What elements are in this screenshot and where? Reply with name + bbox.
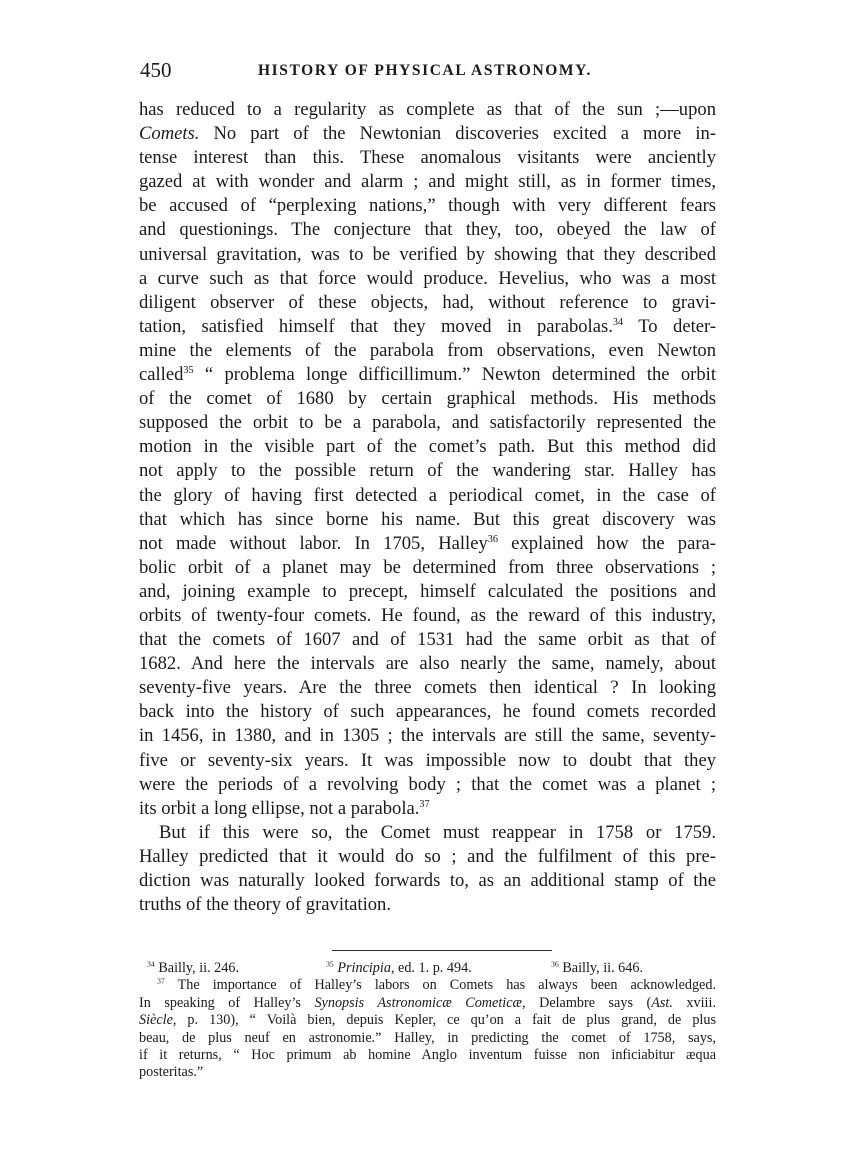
- text-line: mine the elements of the parabola from observations, even Newton: [139, 339, 716, 361]
- footnote-line: posteritas.”: [139, 1064, 204, 1081]
- footnote-divider: [332, 950, 552, 951]
- text-line: not made without labor. In 1705, Halley$^{36}$ explained how the para-: [139, 532, 716, 554]
- text-line: bolic orbit of a planet may be determined from three observations ;: [139, 556, 716, 578]
- text-line: not apply to the possible return of the wandering star. Halley has: [139, 460, 716, 482]
- text-line: of the comet of 1680 by certain graphical methods. His methods: [139, 388, 716, 410]
- text-line: orbits of twenty-four comets. He found, as the reward of this industry,: [139, 604, 716, 626]
- text-line: supposed the orbit to be a parabola, and satisfactorily represented the: [139, 412, 716, 434]
- footnote-ref: $^{36}$ Bailly, ii. 646.: [551, 959, 643, 976]
- text-line: gazed at with wonder and alarm ; and might still, as in former times,: [139, 171, 716, 193]
- text-line: Comets. No part of the Newtonian discoveries excited a more in-: [139, 123, 716, 145]
- running-head: [140, 58, 715, 84]
- text-line: back into the history of such appearances, he found comets recorded: [139, 701, 716, 723]
- footnote-line: In speaking of Halley’s Synopsis Astronomicæ Cometicæ, Delambre says (Ast. xviii.: [139, 994, 716, 1011]
- text-line: 1682. And here the intervals are also nearly the same, namely, about: [139, 653, 716, 675]
- text-line: the glory of having first detected a periodical comet, in the case of: [139, 484, 716, 506]
- text-line: tense interest than this. These anomalous visitants were anciently: [139, 147, 716, 169]
- footnote-ref: $^{35}$ Principia, ed. 1. p. 494.: [326, 959, 472, 976]
- text-line: tation, satisfied himself that they moved in parabolas.$^{34}$ To deter-: [139, 315, 717, 337]
- text-line: a curve such as that force would produce. Hevelius, who was a most: [139, 267, 716, 289]
- text-line: truths of the theory of gravitation.: [139, 894, 391, 916]
- footnote-line: beau, de plus neuf en astronomie.” Halley, in predicting the comet of 1758, says,: [139, 1029, 716, 1046]
- text-line: seventy-five years. Are the three comets then identical ? In looking: [139, 677, 716, 699]
- text-line: universal gravitation, was to be verified by showing that they described: [139, 243, 716, 265]
- text-line: five or seventy-six years. It was impossible now to doubt that they: [139, 749, 716, 771]
- text-line: its orbit a long ellipse, not a parabola.$^{37}$: [139, 797, 430, 819]
- footnotes: [139, 960, 716, 1082]
- page-number: 450: [140, 58, 172, 82]
- text-line: called$^{35}$ “ problema longe difficillimum.” Newton determined the orbit: [139, 364, 716, 386]
- text-line: motion in the visible part of the comet’s path. But this method did: [139, 436, 716, 458]
- text-line: diligent observer of these objects, had, without reference to gravi-: [139, 291, 716, 313]
- running-title: HISTORY OF PHYSICAL ASTRONOMY.: [258, 62, 592, 79]
- body-text: [139, 98, 716, 917]
- text-line: in 1456, in 1380, and in 1305 ; the intervals are still the same, seventy-: [139, 725, 716, 747]
- footnote-line: $^{37}$ The importance of Halley’s labors on Comets has always been acknowledged.: [157, 976, 716, 994]
- footnote-refs-row: [139, 960, 716, 977]
- text-line: that which has since borne his name. But this great discovery was: [139, 508, 716, 530]
- text-line: But if this were so, the Comet must reappear in 1758 or 1759.: [159, 821, 716, 843]
- text-line: and questionings. The conjecture that they, too, obeyed the law of: [139, 219, 716, 241]
- text-line: be accused of “perplexing nations,” though with very different fears: [139, 195, 716, 217]
- text-line: that the comets of 1607 and of 1531 had the same orbit as that of: [139, 629, 716, 651]
- footnote-line: Siècle, p. 130), “ Voilà bien, depuis Kepler, ce qu’on a fait de plus grand, de plus: [139, 1012, 716, 1029]
- footnote-ref: $^{34}$ Bailly, ii. 246.: [147, 959, 239, 976]
- text-line: were the periods of a revolving body ; that the comet was a planet ;: [139, 773, 716, 795]
- text-line: Halley predicted that it would do so ; and the fulfilment of this pre-: [139, 845, 716, 867]
- text-line: diction was naturally looked forwards to, as an additional stamp of the: [139, 870, 716, 891]
- footnote-line: if it returns, “ Hoc primum ab homine Anglo inventum fuisse non inficiabitur æqua: [139, 1046, 716, 1063]
- text-line: and, joining example to precept, himself calculated the positions and: [139, 580, 716, 602]
- text-line: has reduced to a regularity as complete as that of the sun ;—upon: [139, 99, 716, 120]
